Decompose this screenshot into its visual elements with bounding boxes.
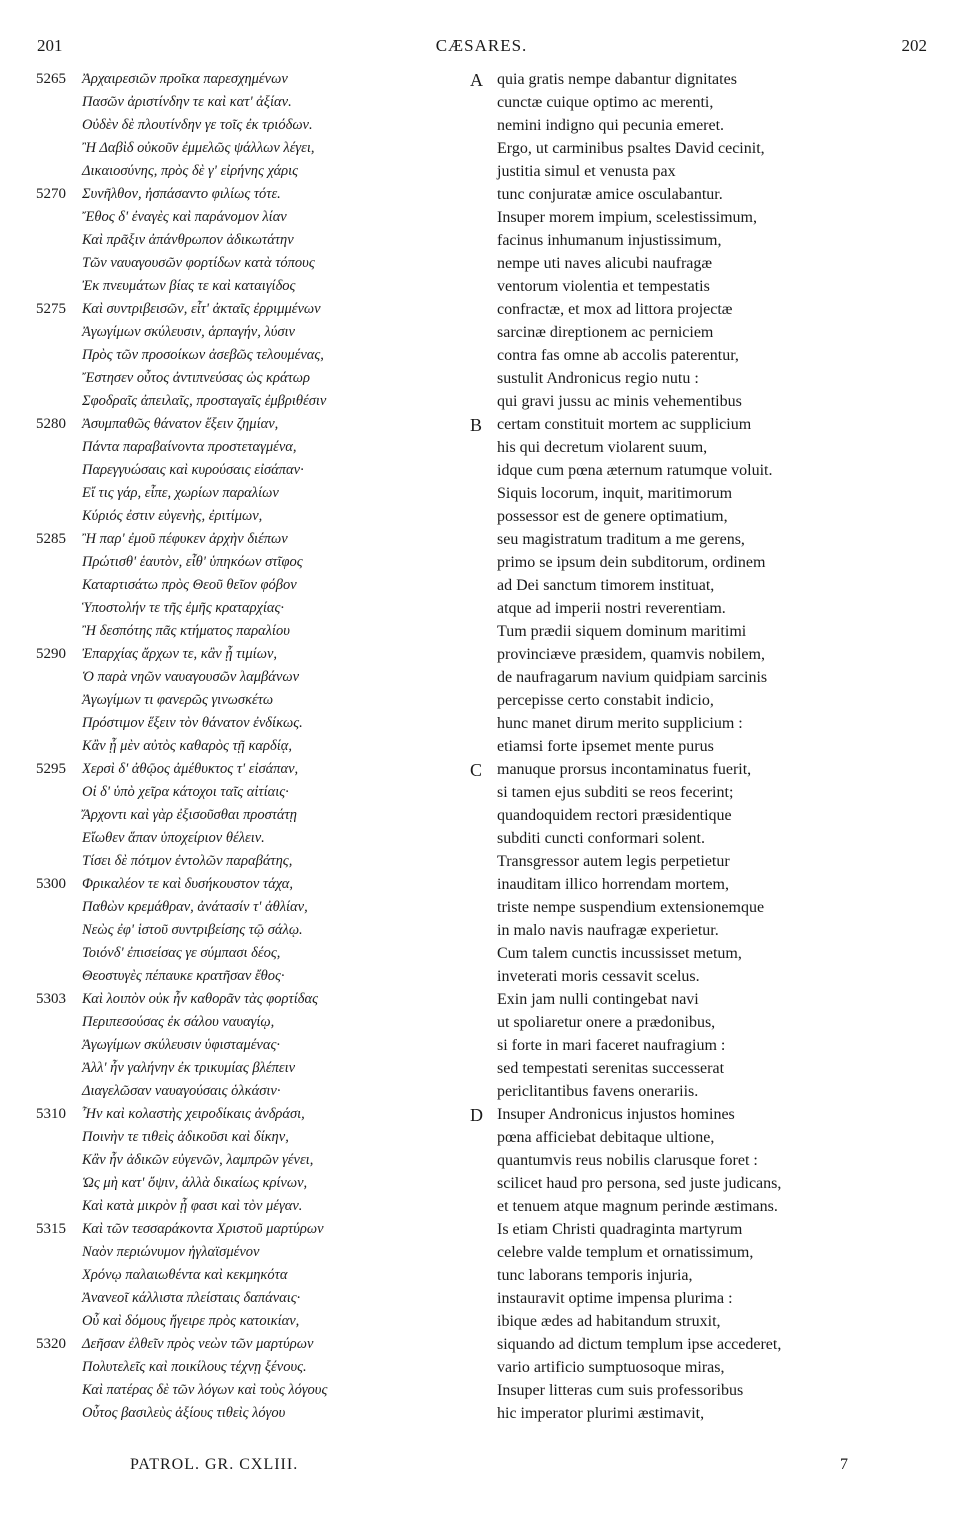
greek-verse-text: Ἀσυμπαθῶς θάνατον ἕξειν ζημίαν, [82, 416, 279, 432]
section-marker: C [470, 760, 483, 780]
greek-verse-line [36, 298, 456, 321]
greek-verse-text: Τίσει δὲ πότμον ἐντολῶν παραβάτης, [82, 853, 293, 869]
latin-translation-line: tunc conjuratæ amice osculabantur. [497, 186, 723, 203]
greek-verse-text: Φρικαλέον τε καὶ δυσήκουστον τάχα, [82, 876, 294, 892]
greek-verse-line [36, 1034, 456, 1057]
greek-verse-text: Χερσὶ δ' ἀθῷος ἀμέθυκτος τ' εἰσάπαν, [82, 761, 299, 777]
latin-translation-line: triste nempe suspendium extensionemque [497, 899, 765, 916]
greek-verse-line [36, 1172, 456, 1195]
greek-verse-line [36, 459, 456, 482]
greek-verse-line [36, 482, 456, 505]
latin-translation-line: provinciæve præsidem, quamvis nobilem, [497, 646, 765, 663]
footer-signature: 7 [840, 1456, 848, 1473]
latin-translation-line: nemini indigno qui pecunia emeret. [497, 117, 725, 134]
greek-verse-text: Ἢ παρ' ἐμοῦ πέφυκεν ἀρχὴν διέπων [82, 531, 288, 547]
greek-verse-text: Καὶ πρᾶξιν ἀπάνθρωπον ἀδικωτάτην [82, 232, 294, 248]
verse-number: 5320 [36, 1336, 66, 1352]
greek-verse-text: Εἴ τις γάρ, εἶπε, χωρίων παραλίων [82, 485, 279, 501]
greek-verse-line [36, 919, 456, 942]
greek-verse-text: Διαγελῶσαν ναυαγούσαις ὁλκάσιν· [82, 1083, 281, 1099]
greek-verse-text: Πρὸς τῶν προσοίκων ἀσεβῶς τελουμένας, [82, 347, 324, 363]
greek-verse-line [36, 873, 456, 896]
greek-verse-line [36, 321, 456, 344]
latin-translation-line: justitia simul et venusta pax [497, 163, 676, 180]
latin-translation-line: ad Dei sanctum timorem instituat, [497, 577, 715, 594]
section-marker: A [470, 70, 483, 90]
greek-verse-text: Καὶ κατὰ μικρὸν ᾗ φασι καὶ τὸν μέγαν. [82, 1198, 303, 1214]
latin-translation-line: si forte in mari faceret naufragium : [497, 1037, 726, 1054]
latin-translation-line: Tum prædii siquem dominum maritimi [497, 623, 747, 640]
greek-verse-line [36, 436, 456, 459]
greek-verse-line [36, 206, 456, 229]
greek-verse-line [36, 137, 456, 160]
verse-number: 5285 [36, 531, 66, 547]
latin-translation-line: percepisse certo constabit indicio, [497, 692, 714, 709]
greek-verse-text: Ἢ Δαβὶδ οὐκοῦν ἐμμελῶς ψάλλων λέγει, [82, 140, 315, 156]
verse-number: 5275 [36, 301, 66, 317]
greek-verse-text: Πρόστιμον ἕξειν τὸν θάνατον ἐνδίκως. [82, 715, 303, 731]
latin-translation-line: manuque prorsus incontaminatus fuerit, [497, 761, 752, 778]
greek-verse-line [36, 1379, 456, 1402]
latin-translation-line: scilicet haud pro persona, sed juste judicans, [497, 1175, 782, 1192]
latin-translation-line: de naufragarum navium quidpiam sarcinis [497, 669, 768, 686]
greek-verse-line [36, 1287, 456, 1310]
latin-translation-line: subditi cuncti conformari solent. [497, 830, 705, 847]
latin-translation-line: inveterati moris cessavit scelus. [497, 968, 700, 985]
latin-translation-line: sarcinæ direptionem ac perniciem [497, 324, 714, 341]
greek-verse-line [36, 896, 456, 919]
greek-verse-line [36, 1241, 456, 1264]
greek-verse-line [36, 1103, 456, 1126]
greek-verse-line [36, 781, 456, 804]
greek-verse-text: Ἐκ πνευμάτων βίας τε καὶ καταιγίδος [82, 278, 296, 294]
latin-translation-line: seu magistratum traditum a me gerens, [497, 531, 745, 548]
latin-translation-line: in malo navis naufragæ experietur. [497, 922, 719, 939]
greek-verse-text: Οἱ δ' ὑπὸ χεῖρα κάτοχοι ταῖς αἰτίαις· [82, 784, 289, 800]
latin-translation-line: Exin jam nulli contingebat navi [497, 991, 699, 1008]
greek-verse-line [36, 160, 456, 183]
verse-number: 5303 [36, 991, 66, 1007]
greek-verse-text: Παρεγγυώσαις καὶ κυρούσαις εἰσάπαν· [82, 462, 304, 478]
greek-verse-line [36, 413, 456, 436]
latin-translation-line: vario artificio sumptuosoque miras, [497, 1359, 725, 1376]
latin-translation-line: his qui decretum violarent suum, [497, 439, 708, 456]
greek-verse-text: Κἂν ᾖ μὲν αὐτὸς καθαρὸς τῇ καρδίᾳ, [82, 738, 292, 754]
latin-translation-line: si tamen ejus subditi se reos fecerint; [497, 784, 734, 801]
greek-verse-line [36, 666, 456, 689]
page-number-right: 202 [901, 36, 927, 55]
verse-number: 5290 [36, 646, 66, 662]
greek-verse-line [36, 735, 456, 758]
latin-translation-line: quandoquidem rectori præsidentique [497, 807, 732, 824]
greek-verse-line [36, 620, 456, 643]
greek-verse-text: Ἢ δεσπότης πᾶς κτήματος παραλίου [82, 623, 290, 639]
verse-number: 5315 [36, 1221, 66, 1237]
greek-verse-text: Δεῆσαν ἐλθεῖν πρὸς νεὼν τῶν μαρτύρων [82, 1336, 314, 1352]
page-header [0, 36, 963, 60]
greek-verse-text: Ὑποστολήν τε τῆς ἐμῆς κραταρχίας· [82, 600, 285, 616]
greek-verse-text: Οὗ καὶ δόμους ἤγειρε πρὸς κατοικίαν, [82, 1313, 300, 1329]
greek-verse-line [36, 68, 456, 91]
greek-verse-text: Τοιόνδ' ἐπισείσας γε σύμπασι δέος, [82, 945, 281, 961]
greek-verse-text: Ἀρχαιρεσιῶν προῖκα παρεσχημένων [82, 71, 288, 87]
greek-verse-line [36, 1333, 456, 1356]
latin-translation-line: Insuper litteras cum suis professoribus [497, 1382, 744, 1399]
greek-verse-line [36, 804, 456, 827]
greek-verse-text: Ἄρχοντι καὶ γὰρ ἐξισοῦσθαι προστάτῃ [82, 807, 297, 823]
greek-verse-text: Πρώτισθ' ἑαυτὸν, εἶθ' ὑπηκόων στῖφος [82, 554, 303, 570]
section-marker: B [470, 415, 483, 435]
greek-verse-line [36, 1264, 456, 1287]
greek-verse-line [36, 1080, 456, 1103]
greek-verse-text: Χρόνῳ παλαιωθέντα καὶ κεκμηκότα [82, 1267, 288, 1283]
greek-verse-line [36, 275, 456, 298]
verse-number: 5300 [36, 876, 66, 892]
latin-translation-line: sed tempestati serenitas successerat [497, 1060, 725, 1077]
latin-translation-line: et tenuem atque magnum perinde æstimans. [497, 1198, 778, 1215]
latin-translation-line: periclitantibus favens onerariis. [497, 1083, 699, 1100]
section-marker: D [470, 1105, 483, 1125]
latin-translation-line: quia gratis nempe dabantur dignitates [497, 71, 737, 88]
greek-verse-line [36, 114, 456, 137]
latin-translation-line: confractæ, et mox ad littora projectæ [497, 301, 733, 318]
latin-translation-line: idque cum pœna æternum ratumque voluit. [497, 462, 773, 479]
greek-verse-text: Ἐπαρχίας ἄρχων τε, κἂν ᾖ τιμίων, [82, 646, 278, 662]
greek-verse-text: Οὐδὲν δὲ πλουτίνδην γε τοῖς ἐκ τριόδων. [82, 117, 313, 133]
latin-translation-line: tunc laborans temporis injuria, [497, 1267, 693, 1284]
greek-verse-line [36, 1195, 456, 1218]
greek-verse-text: Καὶ λοιπὸν οὐκ ἦν καθορᾶν τὰς φορτίδας [82, 991, 318, 1007]
greek-verse-line [36, 850, 456, 873]
latin-translation-line: Insuper morem impium, scelestissimum, [497, 209, 757, 226]
greek-verse-line [36, 252, 456, 275]
greek-verse-text: Οὗτος βασιλεὺς ἀξίους τιθεὶς λόγου [82, 1405, 286, 1421]
greek-verse-text: Καταρτισάτω πρὸς Θεοῦ θεῖον φόβον [82, 577, 297, 593]
greek-verse-line [36, 827, 456, 850]
latin-translation-line: Ergo, ut carminibus psaltes David cecinit, [497, 140, 765, 157]
greek-verse-text: Παθὼν κρεμάθραν, ἀνάτασίν τ' ἀθλίαν, [82, 899, 308, 915]
greek-verse-line [36, 1011, 456, 1034]
greek-verse-text: Πάντα παραβαίνοντα προστεταγμένα, [82, 439, 297, 455]
footer-source: PATROL. GR. CXLIII. [130, 1456, 299, 1473]
greek-verse-text: Ὁ παρὰ νηῶν ναυαγουσῶν λαμβάνων [82, 669, 300, 685]
greek-verse-text: Θεοστυγὲς πέπαυκε κρατῆσαν ἔθος· [82, 968, 285, 984]
greek-verse-text: Ἔθος δ' ἐναγὲς καὶ παράνομον λίαν [82, 209, 287, 225]
greek-verse-line [36, 758, 456, 781]
verse-number: 5265 [36, 71, 66, 87]
running-title: CÆSARES. [435, 36, 528, 55]
greek-verse-text: Ὡς μὴ κατ' ὄψιν, ἀλλὰ δικαίως κρίνων, [82, 1175, 308, 1191]
greek-verse-line [36, 229, 456, 252]
latin-translation-line: Insuper Andronicus injustos homines [497, 1106, 735, 1123]
greek-verse-text: Ἀγωγίμων σκύλευσιν, ἁρπαγήν, λύσιν [82, 324, 295, 340]
greek-verse-text: Ἀλλ' ἦν γαλήνην ἐκ τρικυμίας βλέπειν [82, 1060, 296, 1076]
latin-translation-line: etiamsi forte ipsemet mente purus [497, 738, 714, 755]
greek-verse-line [36, 551, 456, 574]
greek-verse-text: Καὶ πατέρας δὲ τῶν λόγων καὶ τοὺς λόγους [82, 1382, 328, 1398]
greek-verse-text: Δικαιοσύνης, πρὸς δὲ γ' εἰρήνης χάρις [82, 163, 299, 179]
greek-verse-text: Ποινὴν τε τιθεὶς ἀδικοῦσι καὶ δίκην, [82, 1129, 289, 1145]
greek-verse-text: Σφοδραῖς ἀπειλαῖς, προσταγαῖς ἐμβριθέσιν [82, 393, 327, 409]
greek-verse-line [36, 1149, 456, 1172]
latin-translation-line: inauditam illico horrendam mortem, [497, 876, 729, 893]
greek-verse-text: Ἔστησεν οὗτος ἀντιπνεύσας ὡς κράτωρ [82, 370, 310, 386]
greek-text-column [36, 68, 456, 1425]
latin-translation-line: possessor est de genere optimatium, [497, 508, 728, 525]
latin-translation-line: sustulit Andronicus regio nutu : [497, 370, 699, 387]
greek-verse-text: Περιπεσούσας ἐκ σάλου ναυαγίῳ, [82, 1014, 275, 1030]
latin-translation-line: Is etiam Christi quadraginta martyrum [497, 1221, 743, 1238]
latin-translation-line: instauravit optime impensa plurima : [497, 1290, 733, 1307]
greek-verse-line [36, 965, 456, 988]
greek-verse-line [36, 597, 456, 620]
greek-verse-text: Πασῶν ἀριστίνδην τε καὶ κατ' ἀξίαν. [82, 94, 292, 110]
greek-verse-text: Ἀνανεοῖ κάλλιστα πλείσταις δαπάναις· [82, 1290, 301, 1306]
latin-translation-line: certam constituit mortem ac supplicium [497, 416, 752, 433]
greek-verse-text: Κύριός ἐστιν εὐγενὴς, ἐριτίμων, [82, 508, 263, 524]
greek-verse-line [36, 1402, 456, 1425]
greek-verse-line [36, 1218, 456, 1241]
greek-verse-line [36, 367, 456, 390]
verse-number: 5295 [36, 761, 66, 777]
greek-verse-text: Πολυτελεῖς καὶ ποικίλους τέχνῃ ξένους. [82, 1359, 307, 1375]
greek-verse-line [36, 574, 456, 597]
latin-translation-line: ventorum violentia et tempestatis [497, 278, 710, 295]
greek-verse-text: Καὶ τῶν τεσσαράκοντα Χριστοῦ μαρτύρων [82, 1221, 324, 1237]
greek-verse-line [36, 712, 456, 735]
latin-translation-line: Cum talem cunctis incussisset metum, [497, 945, 742, 962]
greek-verse-line [36, 643, 456, 666]
greek-verse-line [36, 505, 456, 528]
greek-verse-line [36, 942, 456, 965]
greek-verse-text: Τῶν ναυαγουσῶν φορτίδων κατὰ τόπους [82, 255, 315, 271]
greek-verse-text: Ἀγωγίμων τι φανερῶς γινωσκέτω [82, 692, 274, 708]
greek-verse-text: Συνῆλθον, ἠσπάσαντο φιλίως τότε. [82, 186, 281, 202]
greek-verse-line [36, 528, 456, 551]
verse-number: 5310 [36, 1106, 66, 1122]
latin-translation-line: celebre valde templum et ornatissimum, [497, 1244, 754, 1261]
greek-verse-text: Εἴωθεν ἅπαν ὑποχείριον θέλειν. [82, 830, 265, 846]
latin-translation-line: Siquis locorum, inquit, maritimorum [497, 485, 733, 502]
page-footer [0, 1456, 963, 1480]
greek-verse-line [36, 183, 456, 206]
greek-verse-line [36, 390, 456, 413]
greek-verse-text: Ἦν καὶ κολαστὴς χειροδίκαις ἀνδράσι, [82, 1106, 305, 1122]
latin-translation-line: qui gravi jussu ac minis vehementibus [497, 393, 742, 410]
latin-translation-line: contra fas omne ab accolis paterentur, [497, 347, 739, 364]
greek-verse-text: Καὶ συντριβεισῶν, εἶτ' ἀκταῖς ἐρριμμένων [82, 301, 321, 317]
verse-number: 5270 [36, 186, 66, 202]
latin-text-column [497, 68, 937, 1425]
greek-verse-line [36, 689, 456, 712]
latin-translation-line: atque ad imperii nostri reverentiam. [497, 600, 726, 617]
greek-verse-line [36, 1126, 456, 1149]
greek-verse-line [36, 988, 456, 1011]
latin-translation-line: facinus inhumanum injustissimum, [497, 232, 722, 249]
greek-verse-text: Κἂν ἦν ἀδικῶν εὐγενῶν, λαμπρῶν γένει, [82, 1152, 314, 1168]
latin-translation-line: cunctæ cuique optimo ac merenti, [497, 94, 714, 111]
latin-translation-line: hunc manet dirum merito supplicium : [497, 715, 743, 732]
latin-translation-line: quantumvis reus nobilis clarusque foret : [497, 1152, 758, 1169]
greek-verse-line [36, 1310, 456, 1333]
greek-verse-text: Ναὸν περιώνυμον ἠγλαϊσμένον [82, 1244, 260, 1260]
latin-translation-line: ibique ædes ad habitandum struxit, [497, 1313, 721, 1330]
latin-translation-line: siquando ad dictum templum ipse accederet, [497, 1336, 782, 1353]
verse-number: 5280 [36, 416, 66, 432]
greek-verse-line [36, 1057, 456, 1080]
latin-translation-line: pœna afficiebat debitaque ultione, [497, 1129, 715, 1146]
latin-translation-line: ut spoliaretur onere a prædonibus, [497, 1014, 716, 1031]
greek-verse-text: Ἀγωγίμων σκύλευσιν ὑφισταμένας· [82, 1037, 280, 1053]
page-number-left: 201 [37, 36, 63, 55]
greek-verse-line [36, 344, 456, 367]
latin-translation-line: nempe uti naves alicubi naufragæ [497, 255, 713, 272]
greek-verse-line [36, 91, 456, 114]
greek-verse-line [36, 1356, 456, 1379]
latin-translation-line: hic imperator plurimi æstimavit, [497, 1405, 705, 1422]
greek-verse-text: Νεὼς ἐφ' ἱστοῦ συντριβείσης τῷ σάλῳ. [82, 922, 303, 938]
latin-translation-line: primo se ipsum dein subditorum, ordinem [497, 554, 766, 571]
latin-translation-line: Transgressor autem legis perpetietur [497, 853, 730, 870]
